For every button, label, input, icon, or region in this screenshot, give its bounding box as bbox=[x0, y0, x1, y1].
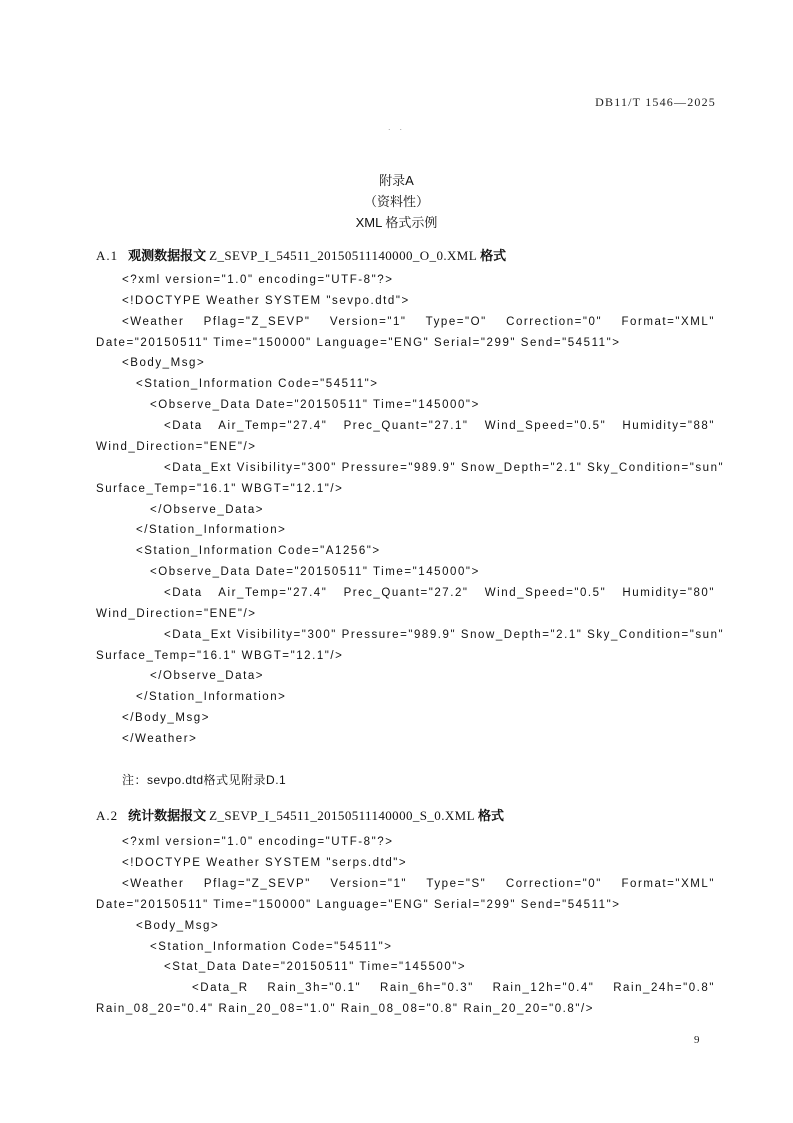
code-line: </Station_Information> bbox=[136, 691, 287, 703]
code-line: <Data_Ext Visibility="300" Pressure="989.9" Snow_Depth="2.1" Sky_Condition="sun" bbox=[164, 462, 725, 474]
section-a2-heading bbox=[96, 805, 504, 824]
document-code: DB11/T 1546—2025 bbox=[595, 95, 716, 109]
section-a1-number: A.1 bbox=[96, 248, 119, 263]
code-line: <Stat_Data Date="20150511" Time="145500"> bbox=[164, 961, 467, 973]
section-a2-title: 统计数据报文 bbox=[128, 808, 207, 823]
code-line: <Body_Msg> bbox=[136, 920, 220, 932]
code-line: </Body_Msg> bbox=[122, 712, 211, 724]
code-line: <?xml version="1.0" encoding="UTF-8"?> bbox=[122, 274, 394, 286]
code-line: </Observe_Data> bbox=[150, 504, 265, 516]
section-a1-title: 观测数据报文 bbox=[128, 248, 207, 263]
code-line: <Station_Information Code="54511"> bbox=[136, 378, 379, 390]
code-line: <Body_Msg> bbox=[122, 357, 206, 369]
code-line: Wind_Direction="ENE"/> bbox=[96, 441, 257, 453]
section-a1-heading bbox=[96, 245, 506, 264]
code-line: <Data Air_Temp="27.4" Prec_Quant="27.1" Wind_Speed="0.5" Humidity="88" bbox=[164, 420, 715, 432]
code-line: Rain_08_20="0.4" Rain_20_08="1.0" Rain_08_08="0.8" Rain_20_20="0.8"/> bbox=[96, 1003, 595, 1015]
code-line: Surface_Temp="16.1" WBGT="12.1"/> bbox=[96, 650, 344, 662]
appendix-nature: （资料性） bbox=[363, 194, 429, 209]
code-line: <Data_R Rain_3h="0.1" Rain_6h="0.3" Rain_12h="0.4" Rain_24h="0.8" bbox=[192, 982, 715, 994]
code-line: Wind_Direction="ENE"/> bbox=[96, 608, 257, 620]
section-a1-filename: Z_SEVP_I_54511_20150511140000_O_0.XML bbox=[209, 248, 478, 263]
code-line: Date="20150511" Time="150000" Language="ENG" Serial="299" Send="54511"> bbox=[96, 337, 621, 349]
appendix-subtitle: XML 格式示例 bbox=[355, 215, 438, 230]
code-line: <?xml version="1.0" encoding="UTF-8"?> bbox=[122, 836, 394, 848]
code-line: <!DOCTYPE Weather SYSTEM "sevpo.dtd"> bbox=[122, 295, 410, 307]
section-a2-number: A.2 bbox=[96, 808, 119, 823]
code-line: </Weather> bbox=[122, 733, 198, 745]
code-line: <Weather Pflag="Z_SEVP" Version="1" Type="S" Correction="0" Format="XML" bbox=[122, 878, 715, 890]
code-line: </Station_Information> bbox=[136, 524, 287, 536]
code-line: <Station_Information Code="A1256"> bbox=[136, 545, 381, 557]
code-line: <Data_Ext Visibility="300" Pressure="989.9" Snow_Depth="2.1" Sky_Condition="sun" bbox=[164, 629, 725, 641]
code-line: <Observe_Data Date="20150511" Time="145000"> bbox=[150, 566, 480, 578]
code-line: </Observe_Data> bbox=[150, 670, 265, 682]
code-line: <Observe_Data Date="20150511" Time="145000"> bbox=[150, 399, 480, 411]
section-a2-filename: Z_SEVP_I_54511_20150511140000_S_0.XML bbox=[209, 808, 475, 823]
decorative-dots: · · bbox=[387, 124, 406, 134]
section-a2-suffix: 格式 bbox=[477, 808, 504, 823]
page-number: 9 bbox=[694, 1034, 700, 1046]
code-line: <Data Air_Temp="27.4" Prec_Quant="27.2" Wind_Speed="0.5" Humidity="80" bbox=[164, 587, 715, 599]
code-line: Date="20150511" Time="150000" Language="ENG" Serial="299" Send="54511"> bbox=[96, 899, 621, 911]
code-line: Surface_Temp="16.1" WBGT="12.1"/> bbox=[96, 483, 344, 495]
code-line: <Weather Pflag="Z_SEVP" Version="1" Type="O" Correction="0" Format="XML" bbox=[122, 316, 715, 328]
code-line: <Station_Information Code="54511"> bbox=[150, 941, 393, 953]
appendix-title: 附录A bbox=[379, 173, 414, 188]
section-a1-note: 注：sevpo.dtd格式见附录D.1 bbox=[122, 773, 287, 787]
section-a1-suffix: 格式 bbox=[480, 248, 507, 263]
code-line: <!DOCTYPE Weather SYSTEM "serps.dtd"> bbox=[122, 857, 408, 869]
